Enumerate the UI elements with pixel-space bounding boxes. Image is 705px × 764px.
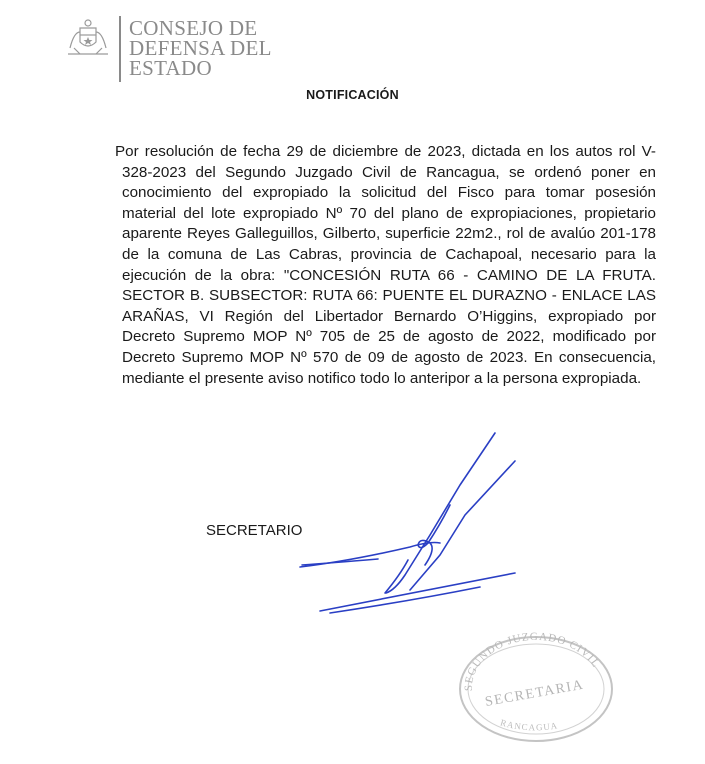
signer-title: SECRETARIO (206, 522, 303, 539)
logo-divider (119, 16, 121, 82)
document-title: NOTIFICACIÓN (306, 88, 399, 102)
org-name-line-2: DEFENSA DEL (129, 36, 272, 60)
court-stamp (450, 625, 620, 745)
stamp-bottom-text: RANCAGUA (499, 717, 559, 733)
coat-of-arms-icon (66, 18, 110, 58)
stamp-top-text: SEGUNDO JUZGADO CIVIL (462, 630, 603, 692)
org-logo (66, 16, 306, 82)
handwritten-signature (290, 425, 520, 625)
org-name-line-1: CONSEJO DE (129, 16, 258, 40)
org-name (129, 18, 272, 78)
org-name-line-3: ESTADO (129, 56, 212, 80)
notice-body: Por resolución de fecha 29 de diciembre de 2023, dictada en los autos rol V-328-2023 del Segundo Juzgado Civil de Rancagua, se ordenó poner en conocimiento del expropiado la solicitud del Fisco para tomar posesión material del lote expropiado Nº 70 del plano de expropiaciones, propietario aparente Reyes Galleguillos, Gilberto, superficie 22m2., rol de avalúo 201-178 de la comuna de Las Cabras, provincia de Cachapoal, necesario para la ejecución de la obra: "CONCESIÓN RUTA 66 - CAMINO DE LA FRUTA. SECTOR B. SUBSECTOR: RUTA 66: PUENTE EL DURAZNO - ENLACE LAS ARAÑAS, VI Región del Libertador Bernardo O’Higgins, expropiado por Decreto Supremo MOP Nº 705 de 25 de agosto de 2022, modificado por Decreto Supremo MOP Nº 570 de 09 de agosto de 2023. En consecuencia, mediante el presente aviso notifico todo lo anteripor a la persona expropiada. (115, 143, 656, 387)
stamp-center-text: SECRETARIA (483, 677, 586, 710)
